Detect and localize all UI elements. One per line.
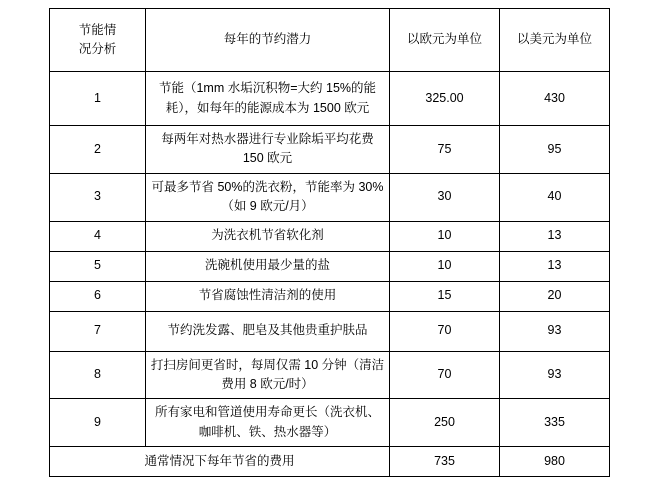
row-value-usd: 20 — [500, 281, 610, 311]
table-total-row — [50, 447, 610, 477]
table-row — [50, 72, 610, 126]
row-value-usd: 430 — [500, 72, 610, 126]
row-number: 1 — [50, 72, 146, 126]
row-value-eur: 250 — [390, 399, 500, 447]
row-value-usd: 13 — [500, 251, 610, 281]
row-description: 打扫房间更省时，每周仅需 10 分钟（清洁费用 8 欧元/时） — [146, 351, 390, 399]
row-value-eur: 70 — [390, 311, 500, 351]
row-description: 节约洗发露、肥皂及其他贵重护肤品 — [146, 311, 390, 351]
table-row — [50, 311, 610, 351]
row-value-usd: 40 — [500, 173, 610, 221]
row-value-usd: 93 — [500, 311, 610, 351]
row-value-eur: 10 — [390, 221, 500, 251]
row-description: 可最多节省 50%的洗衣粉，节能率为 30%（如 9 欧元/月） — [146, 173, 390, 221]
table-row — [50, 173, 610, 221]
row-description: 所有家电和管道使用寿命更长（洗衣机、咖啡机、铁、热水器等） — [146, 399, 390, 447]
total-value-eur: 735 — [390, 447, 500, 477]
table-row — [50, 126, 610, 174]
row-description: 每两年对热水器进行专业除垢平均花费 150 欧元 — [146, 126, 390, 174]
row-description: 节省腐蚀性清洁剂的使用 — [146, 281, 390, 311]
table-row — [50, 351, 610, 399]
table-row — [50, 281, 610, 311]
row-value-eur: 10 — [390, 251, 500, 281]
row-value-eur: 75 — [390, 126, 500, 174]
column-header-potential: 每年的节约潜力 — [146, 9, 390, 72]
total-value-usd: 980 — [500, 447, 610, 477]
row-number: 6 — [50, 281, 146, 311]
row-description: 为洗衣机节省软化剂 — [146, 221, 390, 251]
row-description: 节能（1mm 水垢沉积物=大约 15%的能耗），如每年的能源成本为 1500 欧元 — [146, 72, 390, 126]
column-header-analysis-line1: 节能情 — [78, 22, 117, 37]
table-row — [50, 221, 610, 251]
column-header-eur: 以欧元为单位 — [390, 9, 500, 72]
row-value-eur: 15 — [390, 281, 500, 311]
row-value-eur: 70 — [390, 351, 500, 399]
savings-table — [49, 8, 610, 477]
row-number: 3 — [50, 173, 146, 221]
column-header-analysis — [50, 9, 146, 72]
row-number: 7 — [50, 311, 146, 351]
table-header-row — [50, 9, 610, 72]
column-header-usd: 以美元为单位 — [500, 9, 610, 72]
column-header-analysis-line2: 况分析 — [78, 42, 117, 56]
total-label: 通常情况下每年节省的费用 — [50, 447, 390, 477]
row-value-eur: 325.00 — [390, 72, 500, 126]
row-number: 2 — [50, 126, 146, 174]
row-number: 5 — [50, 251, 146, 281]
row-description: 洗碗机使用最少量的盐 — [146, 251, 390, 281]
row-value-usd: 13 — [500, 221, 610, 251]
row-number: 9 — [50, 399, 146, 447]
row-number: 8 — [50, 351, 146, 399]
table-row — [50, 399, 610, 447]
row-value-usd: 93 — [500, 351, 610, 399]
row-value-usd: 335 — [500, 399, 610, 447]
table-row — [50, 251, 610, 281]
row-number: 4 — [50, 221, 146, 251]
row-value-usd: 95 — [500, 126, 610, 174]
row-value-eur: 30 — [390, 173, 500, 221]
